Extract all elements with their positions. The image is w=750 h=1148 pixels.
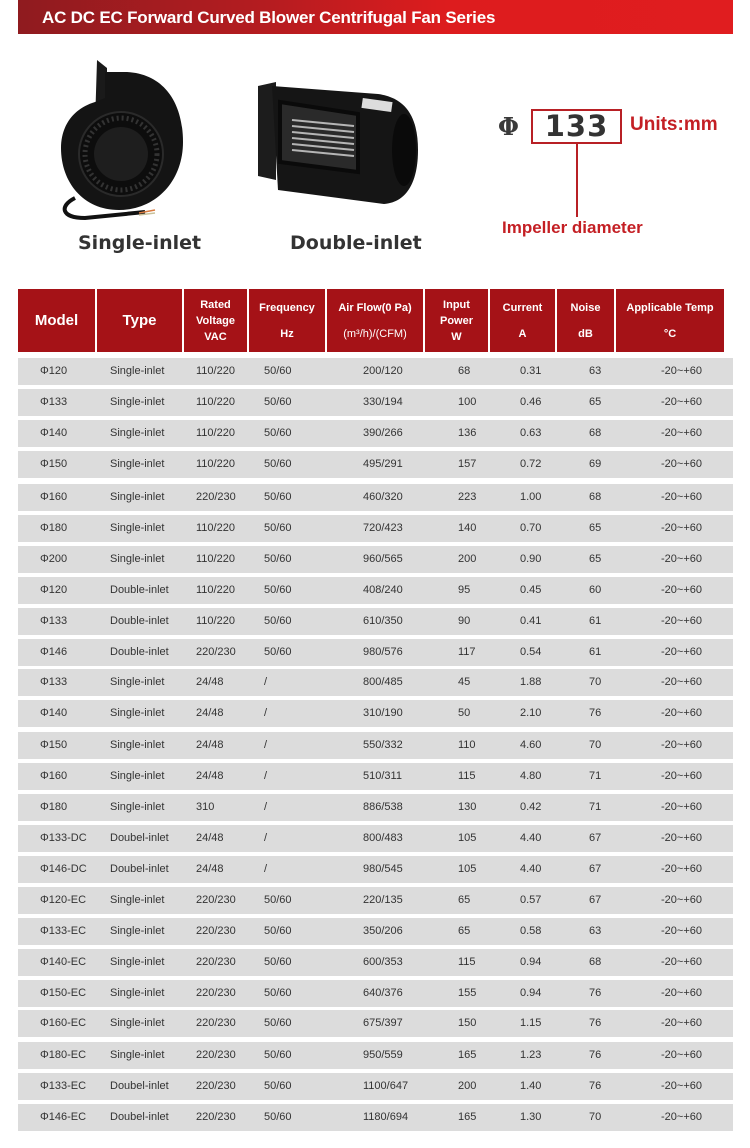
cell-applicable-temp: -20~+60	[661, 427, 702, 439]
cell-input-power: 150	[458, 1017, 477, 1029]
cell-input-power: 110	[458, 739, 476, 751]
cell-air-flow: 330/194	[363, 396, 403, 408]
cell-type: Single-inlet	[110, 365, 165, 377]
header-frequency: Frequency Hz	[249, 289, 325, 352]
cell-air-flow: 350/206	[363, 925, 403, 937]
cell-air-flow: 886/538	[363, 801, 403, 813]
cell-frequency: 50/60	[264, 1111, 292, 1123]
cell-air-flow: 495/291	[363, 458, 403, 470]
cell-type: Single-inlet	[110, 925, 165, 937]
cell-model: Φ146-DC	[40, 863, 87, 875]
table-row	[18, 1010, 733, 1037]
cell-type: Doubel-inlet	[110, 863, 169, 875]
cell-noise: 65	[589, 522, 602, 534]
cell-input-power: 117	[458, 646, 476, 658]
cell-air-flow: 675/397	[363, 1017, 403, 1029]
cell-current: 1.23	[520, 1049, 542, 1061]
cell-air-flow: 408/240	[363, 584, 403, 596]
cell-noise: 71	[589, 801, 602, 813]
cell-applicable-temp: -20~+60	[661, 1111, 702, 1123]
cell-rated-voltage: 310	[196, 801, 215, 813]
cell-model: Φ160	[40, 491, 68, 503]
cell-input-power: 100	[458, 396, 477, 408]
cell-current: 0.94	[520, 987, 542, 999]
cell-input-power: 157	[458, 458, 477, 470]
cell-type: Single-inlet	[110, 801, 165, 813]
cell-frequency: 50/60	[264, 956, 292, 968]
cell-frequency: 50/60	[264, 522, 292, 534]
cell-air-flow: 1100/647	[363, 1080, 409, 1092]
cell-applicable-temp: -20~+60	[661, 646, 702, 658]
table-row	[18, 639, 733, 666]
cell-current: 1.15	[520, 1017, 542, 1029]
header-current: Current A	[490, 289, 555, 352]
cell-applicable-temp: -20~+60	[661, 396, 702, 408]
cell-rated-voltage: 220/230	[196, 894, 236, 906]
cell-input-power: 165	[458, 1049, 477, 1061]
table-row	[18, 389, 733, 416]
cell-current: 0.31	[520, 365, 542, 377]
cell-type: Single-inlet	[110, 491, 165, 503]
table-header	[18, 289, 733, 352]
cell-frequency: /	[264, 707, 268, 719]
cell-type: Single-inlet	[110, 707, 165, 719]
cell-applicable-temp: -20~+60	[661, 707, 702, 719]
cell-noise: 61	[589, 646, 602, 658]
cell-air-flow: 720/423	[363, 522, 403, 534]
table-row	[18, 669, 733, 696]
cell-model: Φ160	[40, 770, 68, 782]
cell-frequency: 50/60	[264, 584, 292, 596]
cell-rated-voltage: 220/230	[196, 1049, 236, 1061]
cell-rated-voltage: 24/48	[196, 707, 224, 719]
cell-input-power: 140	[458, 522, 477, 534]
cell-model: Φ140-EC	[40, 956, 87, 968]
cell-frequency: /	[264, 739, 268, 751]
header-applicable-temp: Applicable Temp °C	[616, 289, 724, 352]
cell-noise: 76	[589, 707, 602, 719]
cell-current: 2.10	[520, 707, 542, 719]
double-inlet-fan-image	[258, 80, 418, 205]
table-row	[18, 949, 733, 976]
table-row	[18, 825, 733, 852]
cell-applicable-temp: -20~+60	[661, 676, 702, 688]
cell-type: Single-inlet	[110, 894, 165, 906]
cell-rated-voltage: 24/48	[196, 739, 224, 751]
cell-type: Single-inlet	[110, 396, 165, 408]
cell-applicable-temp: -20~+60	[661, 1017, 702, 1029]
table-row	[18, 420, 733, 447]
cell-input-power: 68	[458, 365, 471, 377]
cell-input-power: 223	[458, 491, 477, 503]
cell-noise: 68	[589, 427, 602, 439]
cell-frequency: 50/60	[264, 491, 292, 503]
cell-frequency: 50/60	[264, 894, 292, 906]
cell-applicable-temp: -20~+60	[661, 1049, 702, 1061]
cell-type: Single-inlet	[110, 1017, 165, 1029]
cell-noise: 76	[589, 987, 602, 999]
cell-frequency: 50/60	[264, 615, 292, 627]
table-row	[18, 484, 733, 511]
cell-model: Φ120	[40, 584, 68, 596]
cell-current: 0.72	[520, 458, 542, 470]
cell-current: 4.80	[520, 770, 542, 782]
cell-applicable-temp: -20~+60	[661, 491, 702, 503]
table-row	[18, 577, 733, 604]
table-row	[18, 856, 733, 883]
cell-type: Single-inlet	[110, 956, 165, 968]
cell-model: Φ160-EC	[40, 1017, 87, 1029]
cell-applicable-temp: -20~+60	[661, 615, 702, 627]
cell-noise: 67	[589, 894, 602, 906]
cell-frequency: 50/60	[264, 365, 292, 377]
cell-air-flow: 600/353	[363, 956, 403, 968]
cell-input-power: 45	[458, 676, 471, 688]
cell-input-power: 136	[458, 427, 477, 439]
cell-applicable-temp: -20~+60	[661, 553, 702, 565]
cell-input-power: 155	[458, 987, 477, 999]
cell-frequency: /	[264, 676, 268, 688]
cell-frequency: 50/60	[264, 1049, 292, 1061]
cell-noise: 65	[589, 396, 602, 408]
cell-frequency: 50/60	[264, 553, 292, 565]
cell-model: Φ146-EC	[40, 1111, 87, 1123]
cell-frequency: 50/60	[264, 1017, 292, 1029]
leader-line	[576, 144, 578, 217]
cell-rated-voltage: 220/230	[196, 646, 236, 658]
cell-rated-voltage: 110/220	[196, 615, 235, 627]
cell-noise: 63	[589, 925, 602, 937]
header-model: Model	[18, 289, 95, 352]
cell-frequency: 50/60	[264, 646, 292, 658]
cell-rated-voltage: 110/220	[196, 553, 235, 565]
cell-current: 0.41	[520, 615, 542, 627]
cell-rated-voltage: 24/48	[196, 770, 224, 782]
table-row	[18, 546, 733, 573]
table-row	[18, 1042, 733, 1069]
cell-type: Doubel-inlet	[110, 1111, 169, 1123]
cell-model: Φ120	[40, 365, 68, 377]
cell-noise: 76	[589, 1049, 602, 1061]
cell-noise: 63	[589, 365, 602, 377]
cell-frequency: 50/60	[264, 427, 292, 439]
cell-frequency: 50/60	[264, 925, 292, 937]
cell-current: 0.46	[520, 396, 542, 408]
cell-model: Φ133	[40, 396, 68, 408]
cell-input-power: 65	[458, 894, 471, 906]
cell-model: Φ146	[40, 646, 68, 658]
cell-type: Single-inlet	[110, 458, 165, 470]
cell-type: Single-inlet	[110, 553, 165, 565]
cell-frequency: /	[264, 863, 268, 875]
cell-input-power: 200	[458, 1080, 477, 1092]
cell-current: 0.63	[520, 427, 542, 439]
cell-input-power: 105	[458, 863, 477, 875]
cell-frequency: /	[264, 801, 268, 813]
cell-model: Φ133-EC	[40, 1080, 87, 1092]
cell-type: Single-inlet	[110, 770, 165, 782]
cell-type: Double-inlet	[110, 615, 169, 627]
cell-air-flow: 200/120	[363, 365, 403, 377]
impeller-diameter-label: Impeller diameter	[502, 218, 643, 237]
cell-current: 4.40	[520, 832, 542, 844]
cell-noise: 70	[589, 1111, 602, 1123]
cell-rated-voltage: 110/220	[196, 365, 235, 377]
cell-type: Doubel-inlet	[110, 1080, 169, 1092]
cell-type: Single-inlet	[110, 427, 165, 439]
cell-model: Φ200	[40, 553, 68, 565]
cell-current: 0.42	[520, 801, 542, 813]
cell-applicable-temp: -20~+60	[661, 956, 702, 968]
title-banner	[18, 0, 733, 34]
cell-model: Φ150	[40, 458, 68, 470]
cell-model: Φ140	[40, 707, 68, 719]
cell-type: Single-inlet	[110, 522, 165, 534]
cell-air-flow: 1180/694	[363, 1111, 409, 1123]
cell-rated-voltage: 110/220	[196, 458, 235, 470]
table-row	[18, 732, 733, 759]
cell-noise: 76	[589, 1017, 602, 1029]
cell-noise: 70	[589, 739, 602, 751]
table-row	[18, 608, 733, 635]
cell-noise: 60	[589, 584, 602, 596]
cell-applicable-temp: -20~+60	[661, 1080, 702, 1092]
table-row	[18, 358, 733, 385]
cell-rated-voltage: 220/230	[196, 1017, 236, 1029]
single-inlet-caption: Single-inlet	[78, 232, 202, 254]
cell-input-power: 130	[458, 801, 477, 813]
cell-model: Φ180	[40, 522, 68, 534]
cell-applicable-temp: -20~+60	[661, 365, 702, 377]
cell-air-flow: 980/576	[363, 646, 403, 658]
cell-current: 4.40	[520, 863, 542, 875]
cell-input-power: 50	[458, 707, 471, 719]
table-row	[18, 1104, 733, 1131]
page-title: AC DC EC Forward Curved Blower Centrifugal Fan Series	[42, 8, 496, 27]
cell-model: Φ140	[40, 427, 68, 439]
header-air-flow: Air Flow(0 Pa) (m³/h)/(CFM)	[327, 289, 423, 352]
cell-rated-voltage: 24/48	[196, 832, 224, 844]
cell-applicable-temp: -20~+60	[661, 801, 702, 813]
cell-applicable-temp: -20~+60	[661, 894, 702, 906]
units-label: Units:mm	[630, 114, 718, 135]
cell-noise: 67	[589, 832, 602, 844]
cell-noise: 68	[589, 956, 602, 968]
cell-input-power: 65	[458, 925, 471, 937]
cell-frequency: /	[264, 832, 268, 844]
cell-air-flow: 610/350	[363, 615, 403, 627]
cell-input-power: 115	[458, 956, 476, 968]
cell-current: 1.88	[520, 676, 542, 688]
cell-input-power: 105	[458, 832, 477, 844]
cell-rated-voltage: 220/230	[196, 491, 236, 503]
cell-noise: 68	[589, 491, 602, 503]
header-rated-voltage: Rated Voltage VAC	[184, 289, 247, 352]
cell-model: Φ133-EC	[40, 925, 87, 937]
cell-noise: 61	[589, 615, 602, 627]
cell-air-flow: 960/565	[363, 553, 403, 565]
cell-rated-voltage: 220/230	[196, 956, 236, 968]
cell-air-flow: 220/135	[363, 894, 403, 906]
cell-applicable-temp: -20~+60	[661, 458, 702, 470]
cell-applicable-temp: -20~+60	[661, 522, 702, 534]
cell-model: Φ133	[40, 676, 68, 688]
cell-type: Double-inlet	[110, 646, 169, 658]
cell-input-power: 95	[458, 584, 471, 596]
cell-model: Φ133-DC	[40, 832, 87, 844]
cell-noise: 69	[589, 458, 602, 470]
cell-model: Φ150	[40, 739, 68, 751]
header-input-power: Input Power W	[425, 289, 488, 352]
cell-noise: 65	[589, 553, 602, 565]
table-row	[18, 451, 733, 478]
cell-applicable-temp: -20~+60	[661, 832, 702, 844]
cell-input-power: 115	[458, 770, 476, 782]
cell-frequency: /	[264, 770, 268, 782]
cell-model: Φ180-EC	[40, 1049, 87, 1061]
cell-air-flow: 950/559	[363, 1049, 403, 1061]
cell-applicable-temp: -20~+60	[661, 739, 702, 751]
cell-air-flow: 310/190	[363, 707, 403, 719]
cell-air-flow: 390/266	[363, 427, 403, 439]
table-row	[18, 763, 733, 790]
cell-frequency: 50/60	[264, 458, 292, 470]
cell-current: 0.57	[520, 894, 542, 906]
cell-noise: 76	[589, 1080, 602, 1092]
table-row	[18, 700, 733, 727]
cell-applicable-temp: -20~+60	[661, 925, 702, 937]
cell-frequency: 50/60	[264, 396, 292, 408]
single-inlet-fan-image	[55, 58, 185, 223]
cell-model: Φ133	[40, 615, 68, 627]
cell-applicable-temp: -20~+60	[661, 863, 702, 875]
cell-rated-voltage: 24/48	[196, 863, 224, 875]
cell-rated-voltage: 220/230	[196, 1080, 236, 1092]
cell-rated-voltage: 220/230	[196, 925, 236, 937]
cell-rated-voltage: 24/48	[196, 676, 224, 688]
cell-air-flow: 460/320	[363, 491, 403, 503]
cell-noise: 70	[589, 676, 602, 688]
cell-applicable-temp: -20~+60	[661, 987, 702, 999]
cell-air-flow: 980/545	[363, 863, 403, 875]
cell-rated-voltage: 110/220	[196, 396, 235, 408]
cell-frequency: 50/60	[264, 987, 292, 999]
cell-frequency: 50/60	[264, 1080, 292, 1092]
cell-air-flow: 550/332	[363, 739, 403, 751]
cell-rated-voltage: 110/220	[196, 584, 235, 596]
cell-noise: 67	[589, 863, 602, 875]
cell-current: 1.00	[520, 491, 542, 503]
cell-rated-voltage: 110/220	[196, 522, 235, 534]
cell-type: Double-inlet	[110, 584, 169, 596]
cell-current: 0.90	[520, 553, 542, 565]
cell-current: 4.60	[520, 739, 542, 751]
cell-rated-voltage: 220/230	[196, 987, 236, 999]
cell-applicable-temp: -20~+60	[661, 770, 702, 782]
cell-current: 0.54	[520, 646, 542, 658]
cell-type: Single-inlet	[110, 739, 165, 751]
cell-current: 0.45	[520, 584, 542, 596]
table-row	[18, 794, 733, 821]
cell-noise: 71	[589, 770, 602, 782]
cell-current: 1.40	[520, 1080, 542, 1092]
cell-type: Doubel-inlet	[110, 832, 169, 844]
header-noise: Noise dB	[557, 289, 614, 352]
cell-model: Φ120-EC	[40, 894, 87, 906]
cell-type: Single-inlet	[110, 676, 165, 688]
table-row	[18, 918, 733, 945]
table-row	[18, 980, 733, 1007]
diameter-value-box: 133	[531, 109, 622, 144]
cell-air-flow: 510/311	[363, 770, 402, 782]
cell-applicable-temp: -20~+60	[661, 584, 702, 596]
cell-air-flow: 640/376	[363, 987, 403, 999]
cell-air-flow: 800/485	[363, 676, 403, 688]
cell-current: 0.94	[520, 956, 542, 968]
cell-model: Φ150-EC	[40, 987, 87, 999]
table-row	[18, 515, 733, 542]
header-type: Type	[97, 289, 182, 352]
table-row	[18, 1073, 733, 1100]
phi-symbol: Φ	[498, 112, 519, 141]
double-inlet-caption: Double-inlet	[290, 232, 422, 254]
cell-type: Single-inlet	[110, 1049, 165, 1061]
cell-air-flow: 800/483	[363, 832, 403, 844]
table-row	[18, 887, 733, 914]
cell-type: Single-inlet	[110, 987, 165, 999]
cell-input-power: 165	[458, 1111, 477, 1123]
cell-rated-voltage: 110/220	[196, 427, 235, 439]
cell-input-power: 200	[458, 553, 477, 565]
cell-current: 0.70	[520, 522, 542, 534]
cell-model: Φ180	[40, 801, 68, 813]
cell-current: 0.58	[520, 925, 542, 937]
cell-rated-voltage: 220/230	[196, 1111, 236, 1123]
cell-current: 1.30	[520, 1111, 542, 1123]
cell-input-power: 90	[458, 615, 471, 627]
